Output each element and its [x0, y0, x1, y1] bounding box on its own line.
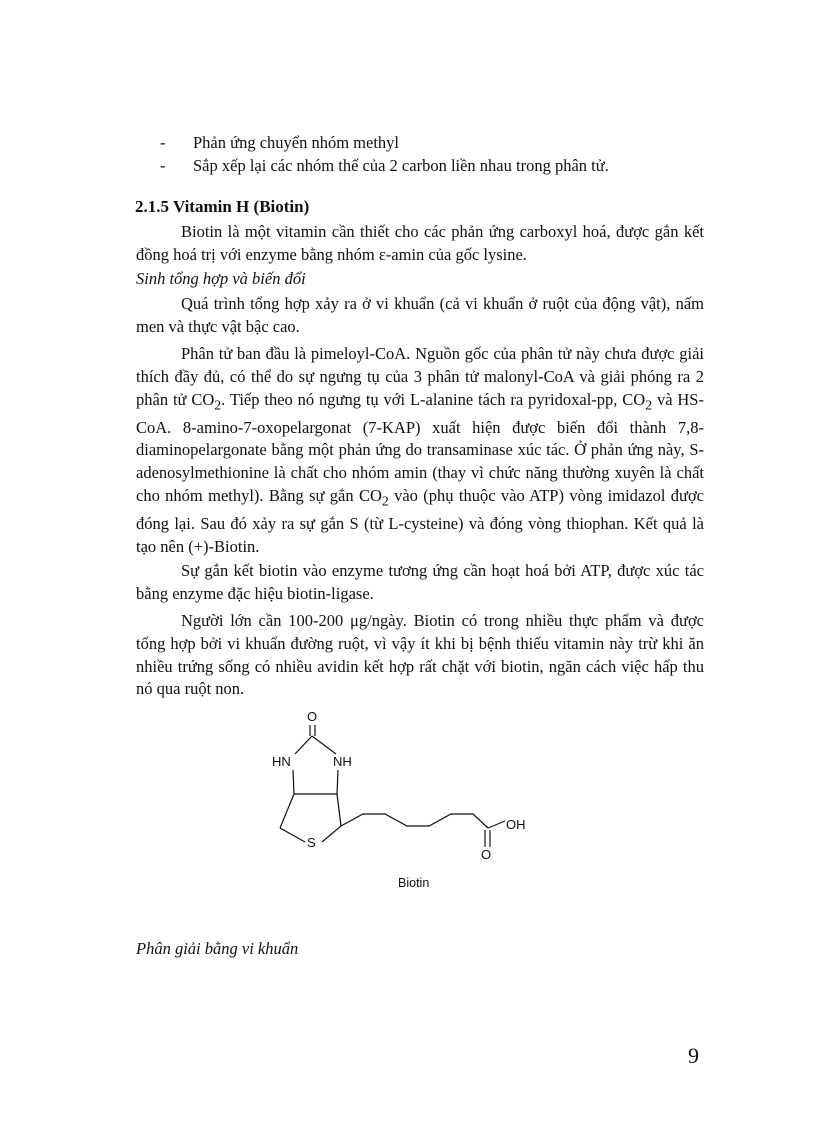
list-item — [160, 154, 720, 177]
bullet-text: Sắp xếp lại các nhóm thế của 2 carbon liền nhau trong phân tử. — [193, 156, 609, 175]
subscript: 2 — [645, 396, 653, 412]
carboxyl-bond — [488, 821, 505, 828]
bullet-text: Phản ứng chuyển nhóm methyl — [193, 133, 400, 152]
synthesis-paragraph-4: Người lớn cần 100-200 μg/ngày. Biotin có trong nhiều thực phẩm và được tổng hợp bởi vi khuẩn đường ruột, vì vậy ít khi bị bệnh thiếu vitamin này trừ khi ăn nhiều trứng sống có nhiều avidin kết hợp rất chặt với biotin, ngăn cách việc hấp thu nó qua ruột non. — [136, 611, 704, 699]
ring-bond — [312, 736, 336, 754]
bullet-dash: - — [160, 133, 166, 152]
degradation-subheading: Phân giải bằng vi khuẩn — [136, 939, 299, 958]
synth2-text-a: Phân tử ban đầu là pimeloyl-CoA. Nguồn gốc của phân tử này chưa được giải thích đầy đủ, có thể do sự ngưng tụ của 3 phân tử malonyl-CoA và giải phóng ra 2 phân tử CO — [136, 344, 704, 409]
synthesis-paragraph-3: Sự gắn kết biotin vào enzyme tương ứng cần hoạt hoá bởi ATP, được xúc tác bằng enzyme đặc hiệu biotin-ligase. — [136, 561, 704, 603]
atom-nh: NH — [333, 754, 352, 769]
atom-o-bottom: O — [481, 847, 492, 862]
ring-bond — [322, 826, 341, 842]
synth2-text-d: vào (phụ thuộc vào ATP) vòng imidazol được đóng lại. Sau đó xảy ra sự gắn S (từ L-cysteine) và đóng vòng thiophan. Kết quả là tạo nên (+)-Biotin. — [136, 486, 705, 556]
synth2-text-b: . Tiếp theo nó ngưng tụ với L-alanine tách ra pyridoxal-pp, CO — [221, 389, 646, 409]
intro-paragraph: Biotin là một vitamin cần thiết cho các phản ứng carboxyl hoá, được gắn kết đồng hoá trị với enzyme bằng nhóm ε-amin của gốc lysine. — [136, 222, 704, 264]
atom-o-top: O — [307, 709, 318, 724]
synthesis-paragraph-2 — [136, 343, 704, 559]
ring-bond — [280, 828, 305, 842]
valeryl-chain — [341, 814, 488, 828]
ring-bond — [280, 794, 294, 828]
synth2-text-c: và HS-CoA. 8-amino-7-oxopelargonat (7-KAP) xuất hiện được biến đổi thành 7,8-diaminopelargonate bằng một phản ứng do transaminase xúc tác. Ở phản ứng này, S-adenosylmethionine là chất cho nhóm amin (thay vì chức năng thường xuyên là chất cho nhóm methyl). Bằng sự gắn CO — [136, 389, 704, 506]
ring-bond — [337, 794, 341, 826]
ring-bond — [295, 736, 312, 754]
page-number: 9 — [688, 1043, 699, 1068]
subscript: 2 — [381, 493, 389, 509]
synthesis-paragraph-1: Quá trình tổng hợp xảy ra ở vi khuẩn (cả vi khuẩn ở ruột của động vật), nấm men và thực vật bậc cao. — [136, 294, 704, 336]
atom-oh: OH — [506, 817, 526, 832]
list-item — [160, 131, 720, 154]
ring-bond — [293, 770, 294, 794]
atom-hn: HN — [272, 754, 291, 769]
biotin-skeleton — [264, 706, 564, 886]
bullet-list — [160, 131, 720, 177]
atom-s: S — [307, 835, 316, 850]
subscript: 2 — [214, 396, 222, 412]
bullet-dash: - — [160, 156, 166, 175]
section-heading: 2.1.5 Vitamin H (Biotin) — [135, 197, 310, 216]
figure-caption: Biotin — [398, 876, 430, 890]
ring-bond — [337, 770, 338, 794]
synthesis-subheading: Sinh tổng hợp và biến đổi — [136, 269, 306, 288]
